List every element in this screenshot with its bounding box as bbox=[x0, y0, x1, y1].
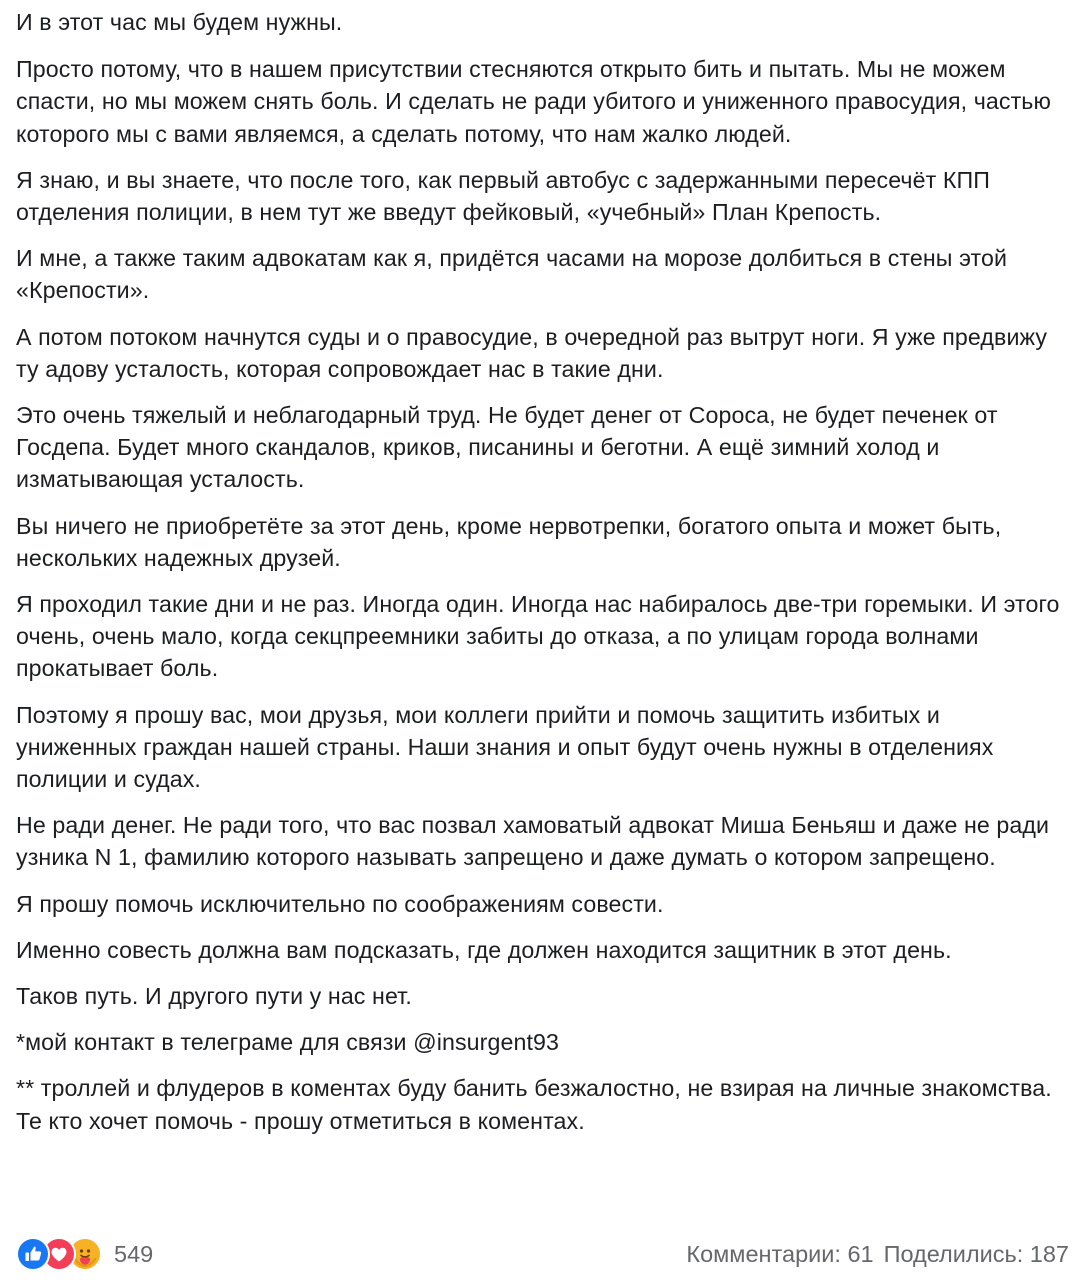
reaction-count: 549 bbox=[114, 1240, 154, 1267]
post-body bbox=[16, 6, 1065, 1137]
post-paragraph: Не ради денег. Не ради того, что вас позвал хамоватый адвокат Миша Беньяш и даже не ради узника N 1, фамилию которого называть запрещено и даже думать о котором запрещено. bbox=[16, 812, 1050, 871]
post-paragraph: А потом потоком начнутся суды и о правосудие, в очередной раз вытрут ноги. Я уже предвижу ту адову усталость, которая сопровождает нас в такие дни. bbox=[16, 323, 1048, 382]
post-paragraph: И в этот час мы будем нужны. bbox=[16, 9, 343, 35]
post-paragraph: Поэтому я прошу вас, мои друзья, мои коллеги прийти и помочь защитить избитых и униженных граждан нашей страны. Наши знания и опыт будут очень нужны в отделениях полиции и судах. bbox=[16, 701, 994, 793]
post-footer bbox=[16, 1236, 1069, 1272]
reaction-icons bbox=[16, 1237, 102, 1271]
post-paragraph: Я знаю, и вы знаете, что после того, как первый автобус с задержанными пересечёт КПП отделения полиции, в нем тут же введут фейковый, «учебный» План Крепость. bbox=[16, 166, 990, 226]
post-paragraph: Я прошу помочь исключительно по соображениям совести. bbox=[16, 890, 664, 917]
reactions-summary[interactable] bbox=[16, 1237, 153, 1271]
post-paragraph: Вы ничего не приобретёте за этот день, кроме нервотрепки, богатого опыта и может быть, нескольких надежных друзей. bbox=[16, 512, 1002, 571]
like-icon bbox=[16, 1237, 50, 1271]
post-stats bbox=[686, 1241, 1069, 1268]
post-paragraph: ** троллей и флудеров в коментах буду банить безжалостно, не взирая на личные знакомства. Те кто хочет помочь - прошу отметиться в коментах. bbox=[16, 1075, 1052, 1134]
post-paragraph: Просто потому, что в нашем присутствии стесняются открыто бить и пытать. Мы не можем спасти, но мы можем снять боль. И сделать не ради убитого и униженного правосудия, частью которого мы с вами являемся, а сделать потому, что нам жалко людей. bbox=[16, 56, 1051, 147]
post-paragraph: И мне, а также таким адвокатам как я, придётся часами на морозе долбиться в стены этой «Крепости». bbox=[16, 245, 1008, 304]
post-paragraph: Я проходил такие дни и не раз. Иногда один. Иногда нас набиралось две-три горемыки. И этого очень, очень мало, когда секцпреемники забиты до отказа, а по улицам города волнами прокатывает боль. bbox=[16, 591, 1060, 682]
shares-count-link[interactable]: Поделились: 187 bbox=[883, 1240, 1069, 1267]
post-paragraph: Таков путь. И другого пути у нас нет. bbox=[16, 983, 412, 1010]
post-paragraph: Это очень тяжелый и неблагодарный труд. Не будет денег от Сороса, не будет печенек от Госдепа. Будет много скандалов, криков, писанины и беготни. А ещё зимний холод и изматывающая усталость. bbox=[16, 402, 998, 493]
post-paragraph: *мой контакт в телеграме для связи @insurgent93 bbox=[16, 1029, 559, 1056]
comments-count-link[interactable]: Комментарии: 61 bbox=[686, 1240, 874, 1267]
post-paragraph: Именно совесть должна вам подсказать, где должен находится защитник в этот день. bbox=[16, 936, 952, 963]
